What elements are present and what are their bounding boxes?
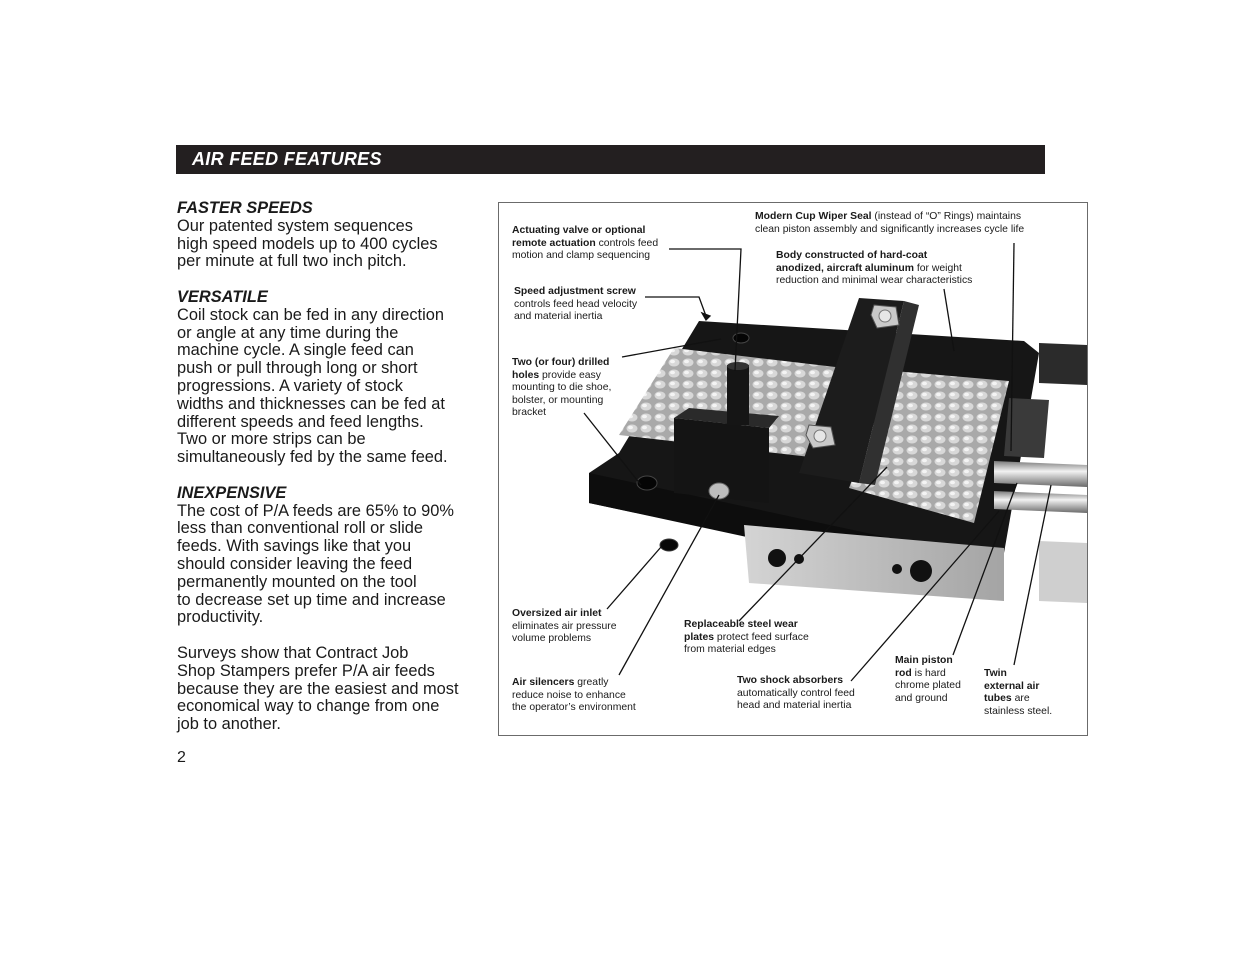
callout-bold: Modern Cup Wiper Seal	[755, 211, 872, 222]
callout-bold: Main piston rod	[895, 655, 953, 679]
callout-text: controls feed head velocity and material inertia	[514, 298, 638, 323]
feature-inexpensive	[177, 485, 482, 627]
callout-text: automatically control feed head and material inertia	[737, 687, 855, 712]
callout-text: are stainless steel.	[984, 693, 1053, 717]
feature-body: Coil stock can be fed in any direction or angle at any time during the machine cycle. A single feed can push or pull through long or short progressions. A variety of stock widths and thicknesses can be fed at different speeds and feed lengths. Two or more strips can be simultaneously fed by the same feed.	[177, 305, 448, 467]
callout-speed-screw	[514, 286, 637, 324]
callout-bold: Replaceable steel wear plates	[684, 619, 798, 643]
callout-bold: Actuating valve or optional remote actuation	[512, 225, 646, 249]
callout-drilled-holes	[512, 357, 611, 420]
feature-heading: INEXPENSIVE	[177, 483, 287, 502]
callout-cup-wiper-seal	[755, 211, 1024, 236]
callout-body-aluminum	[776, 250, 972, 288]
callout-piston-rod	[895, 655, 961, 705]
callout-shock-absorbers	[737, 675, 855, 713]
callout-air-inlet	[512, 608, 617, 646]
callout-bold: Air silencers	[512, 677, 575, 688]
feature-versatile	[177, 289, 482, 467]
feature-body: The cost of P/A feeds are 65% to 90% less than conventional roll or slide feeds. With savings like that you should consider leaving the feed permanently mounted on the tool to decrease set up time and increase productivity.	[177, 501, 454, 627]
callout-actuating-valve	[512, 225, 658, 263]
callout-text: (instead of “O” Rings) maintains clean piston assembly and significantly increases cycle life	[755, 211, 1025, 235]
callout-bold: Two (or four) drilled holes	[512, 357, 610, 381]
closing-paragraph: Surveys show that Contract Job Shop Stampers prefer P/A air feeds because they are the easiest and most economical way to change from one job to another.	[177, 643, 459, 734]
callout-air-tubes	[984, 668, 1052, 718]
callout-bold: Speed adjustment screw	[514, 286, 636, 297]
callout-wear-plates	[684, 619, 809, 657]
page-title: AIR FEED FEATURES	[192, 149, 382, 169]
feature-faster-speeds	[177, 200, 482, 271]
callout-text: protect feed surface from material edges	[684, 631, 809, 656]
callout-bold: Body constructed of hard-coat anodized, aircraft aluminum	[776, 250, 928, 274]
section-banner	[176, 145, 1045, 174]
callout-text: for weight reduction and minimal wear characteristics	[776, 262, 973, 287]
feature-heading: FASTER SPEEDS	[177, 199, 313, 217]
callout-text: provide easy mounting to die shoe, bolster, or mounting bracket	[512, 369, 612, 419]
callout-air-silencers	[512, 677, 636, 715]
page-number: 2	[177, 749, 186, 766]
callout-text: greatly reduce noise to enhance the operator’s environment	[512, 677, 636, 714]
feature-heading: VERSATILE	[177, 287, 268, 306]
callout-bold: Two shock absorbers	[737, 675, 844, 686]
callout-text: eliminates air pressure volume problems	[512, 620, 617, 645]
callout-text: controls feed motion and clamp sequencing	[512, 237, 659, 262]
feature-body: Our patented system sequences high speed models up to 400 cycles per minute at full two inch pitch.	[177, 216, 438, 271]
callout-text: is hard chrome plated and ground	[895, 667, 961, 704]
callout-bold: Twin external air tubes	[984, 668, 1040, 705]
features-column	[177, 200, 482, 752]
callout-bold: Oversized air inlet	[512, 608, 602, 619]
feed-diagram	[498, 202, 1088, 736]
